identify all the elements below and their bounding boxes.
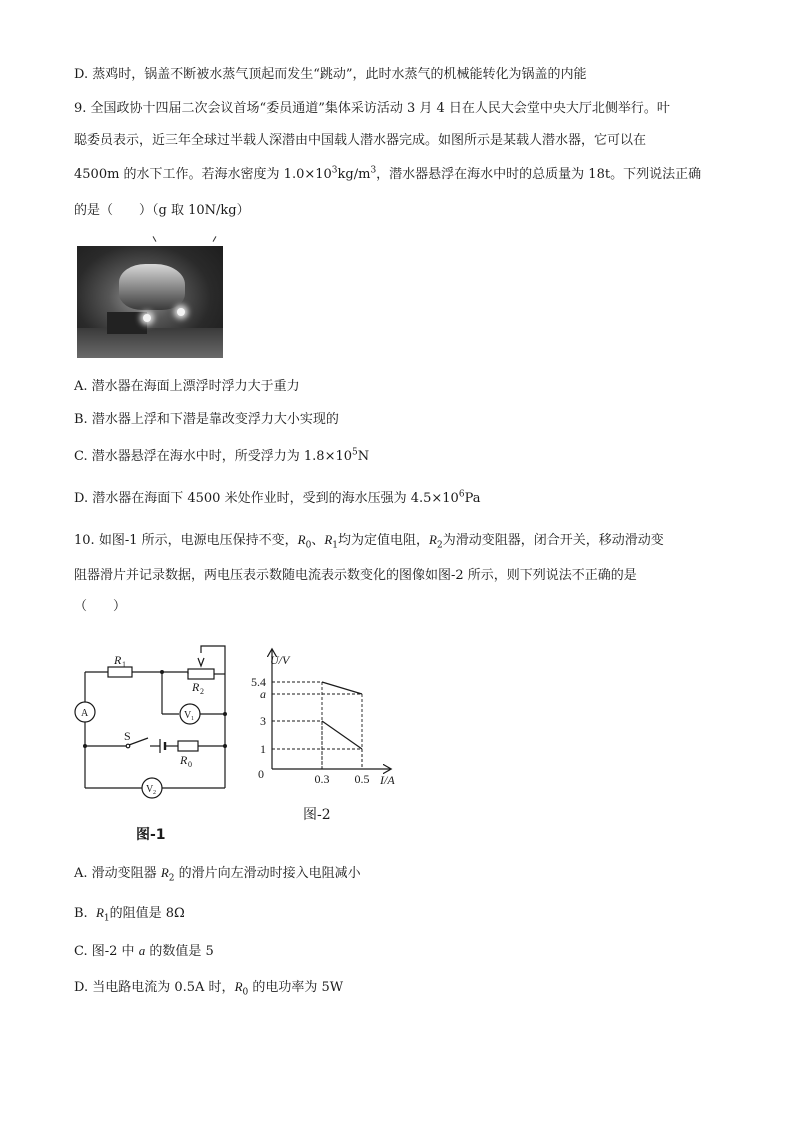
- option-text: 潜水器悬浮在海水中时，所受浮力为 1.8×10: [91, 449, 353, 464]
- variable: R: [234, 979, 243, 994]
- switch-label: S: [124, 729, 131, 743]
- junction-dot: [223, 744, 227, 748]
- q10-option-b: [74, 904, 185, 923]
- fig2-caption: 图-2: [303, 807, 331, 823]
- r2-label: R: [192, 680, 200, 694]
- exponent: 3: [370, 165, 377, 176]
- question-text: 聪委员表示，近三年全球过半载人深潜由中国载人潜水器完成。如图所示是某载人潜水器，它可以在: [74, 133, 647, 148]
- question-text: 、: [311, 533, 325, 548]
- option-letter: C.: [74, 944, 88, 959]
- q10-option-c: [74, 942, 214, 961]
- y-axis-label: U/V: [270, 653, 290, 667]
- option-text: 的滑片向左滑动时接入电阻减小: [174, 866, 361, 881]
- variable: a: [138, 943, 146, 958]
- option-text: 潜水器在海面下 4500 米处作业时，受到的海水压强为 4.5×10: [92, 491, 459, 506]
- question-text: （ ）: [74, 599, 127, 614]
- u-i-graph: [240, 642, 410, 792]
- option-letter: B.: [74, 412, 88, 427]
- fig1-caption: 图-1: [136, 827, 166, 843]
- circuit-diagram: [68, 640, 243, 850]
- q8-option-d: [74, 66, 587, 84]
- option-letter: C.: [74, 449, 88, 464]
- resistor-r0: [178, 741, 198, 751]
- submersible-hull: [119, 264, 185, 310]
- submersible-light: [177, 308, 185, 316]
- v2-label: V: [146, 784, 154, 795]
- series-line-2: [322, 721, 362, 749]
- question-number: 9.: [74, 101, 87, 116]
- q9-line3: [74, 166, 701, 184]
- slider-arrow: [198, 658, 204, 666]
- option-text: 潜水器在海面上漂浮时浮力大于重力: [91, 379, 300, 394]
- option-text: 的电功率为 5W: [248, 980, 344, 995]
- submersible-photo: [77, 246, 223, 358]
- origin-label: 0: [258, 767, 264, 781]
- option-letter: A.: [74, 379, 88, 394]
- r0-label: R: [180, 753, 188, 767]
- option-text: 潜水器上浮和下潜是靠改变浮力大小实现的: [91, 412, 339, 427]
- option-text: 图-2 中: [91, 944, 139, 959]
- wire: [201, 646, 225, 788]
- ammeter-label: A: [81, 708, 89, 719]
- option-text: 的阻值是 8Ω: [109, 906, 185, 921]
- option-text: Pa: [464, 491, 481, 506]
- subscript: 1: [103, 913, 110, 924]
- q9-line1: [74, 100, 670, 118]
- variable: R: [324, 532, 333, 547]
- junction-dot: [160, 670, 164, 674]
- y-tick-label: a: [260, 687, 266, 701]
- option-letter: D.: [74, 67, 89, 82]
- switch-blade: [129, 738, 148, 745]
- option-letter: D.: [74, 491, 89, 506]
- q9-line4: [74, 202, 250, 220]
- v2-sub: 2: [153, 790, 156, 796]
- q10-line1: [74, 531, 664, 550]
- rheostat-r2: [188, 669, 214, 679]
- r2-sub: 2: [200, 687, 204, 696]
- q10-option-d: [74, 978, 343, 997]
- variable: R: [95, 905, 104, 920]
- q9-option-c: [74, 448, 369, 466]
- y-tick-label: 3: [260, 714, 266, 728]
- exponent: 6: [458, 489, 465, 500]
- submersible-light: [143, 314, 151, 322]
- q9-option-d: [74, 490, 480, 508]
- option-text: 当电路电流为 0.5A 时，: [92, 980, 235, 995]
- q10-line2: [74, 567, 637, 585]
- variable: R: [160, 865, 169, 880]
- x-axis-label: I/A: [380, 773, 395, 787]
- question-text: 4500m 的水下工作。若海水密度为 1.0×10: [74, 167, 332, 182]
- r1-label: R: [114, 653, 122, 667]
- resistor-r1: [108, 667, 132, 677]
- v1-sub: 1: [191, 716, 194, 722]
- subscript: 0: [242, 987, 249, 998]
- variable: R: [297, 532, 306, 547]
- option-letter: A.: [74, 866, 88, 881]
- q9-option-a: [74, 378, 300, 396]
- exponent: 5: [352, 447, 358, 458]
- sea-area: [77, 328, 223, 358]
- question-text: 的是（ ）（g 取 10N/kg）: [74, 203, 250, 218]
- option-text: 蒸鸡时，锅盖不断被水蒸气顶起而发生“跳动”，此时水蒸气的机械能转化为锅盖的内能: [92, 67, 587, 82]
- junction-dot: [83, 744, 87, 748]
- q10-line3: [74, 598, 126, 616]
- subscript: 0: [305, 540, 312, 551]
- v1-label: V: [184, 710, 192, 721]
- x-tick-label: 0.3: [314, 772, 330, 786]
- question-text: 均为定值电阻，: [338, 533, 430, 548]
- q10-option-a: [74, 864, 361, 883]
- question-text: 为滑动变阻器，闭合开关，移动滑动变: [442, 533, 664, 548]
- option-letter: B.: [74, 906, 88, 921]
- question-text: 阻器滑片并记录数据，两电压表示数随电流表示数变化的图像如图-2 所示，则下列说法不正确的是: [74, 568, 637, 583]
- question-text: 如图-1 所示，电源电压保持不变，: [98, 533, 298, 548]
- subscript: 2: [436, 540, 443, 551]
- variable: R: [429, 532, 437, 547]
- question-text: kg/m: [337, 167, 371, 182]
- option-text: 滑动变阻器: [91, 866, 161, 881]
- question-number: 10.: [74, 533, 95, 548]
- option-text: N: [357, 449, 370, 464]
- y-tick-label: 1: [260, 742, 266, 756]
- question-text: ，潜水器悬浮在海水中时的总质量为 18t。下列说法正确: [376, 167, 702, 182]
- option-text: 的数值是 5: [145, 944, 214, 959]
- subscript: 1: [332, 540, 339, 551]
- subscript: 2: [168, 873, 175, 884]
- x-tick-label: 0.5: [354, 772, 370, 786]
- r0-sub: 0: [188, 760, 192, 769]
- series-line-1: [322, 682, 362, 694]
- question-text: 全国政协十四届二次会议首场“委员通道”集体采访活动 3 月 4 日在人民大会堂中央大厅北侧举行。叶: [90, 101, 670, 116]
- image-mark: [213, 236, 217, 242]
- r1-sub: 1: [122, 660, 126, 669]
- q9-option-b: [74, 411, 339, 429]
- junction-dot: [223, 712, 227, 716]
- y-tick-label: 5.4: [251, 675, 266, 689]
- submersible-base: [107, 312, 147, 334]
- exponent: 3: [331, 165, 338, 176]
- q9-line2: [74, 132, 646, 150]
- option-letter: D.: [74, 980, 89, 995]
- image-mark: [153, 236, 157, 242]
